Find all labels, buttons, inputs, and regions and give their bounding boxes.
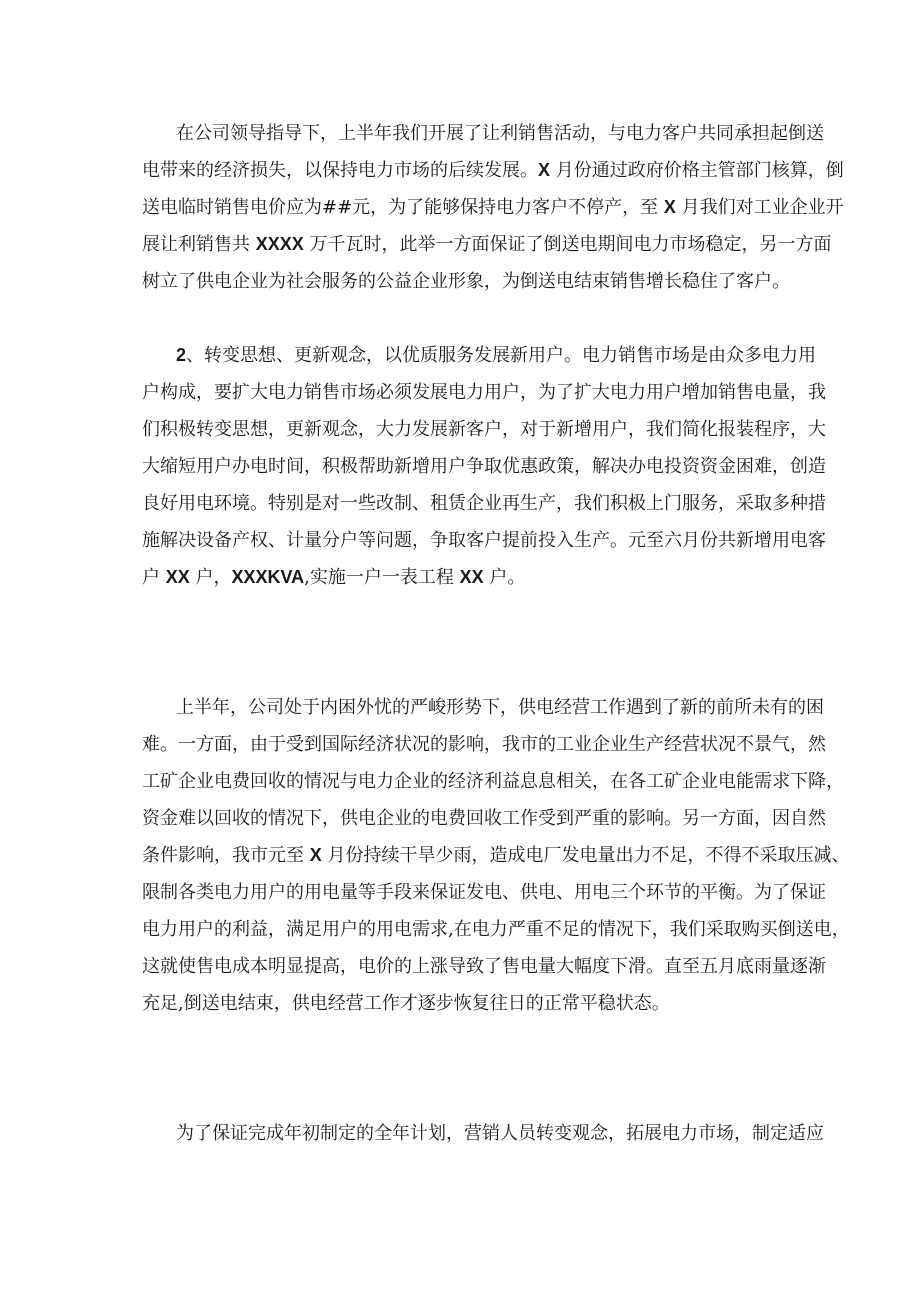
text-line: 户 XX 户，XXXKVA,实施一户一表工程 XX 户。 [142,567,526,588]
text-line: 这就使售电成本明显提高，电价的上涨导致了售电量大幅度下滑。直至五月底雨量逐渐 [142,956,826,977]
text-line: 难。一方面，由于受到国际经济状况的影响，我市的工业企业生产经营状况不景气，然 [142,734,826,755]
text-line: 上半年，公司处于内困外忧的严峻形势下，供电经营工作遇到了新的前所未有的困 [176,697,824,718]
text-line: 2、转变思想、更新观念，以优质服务发展新用户。电力销售市场是由众多电力用 [176,345,817,366]
text-line: 电力用户的利益，满足用户的用电需求,在电力严重不足的情况下，我们采取购买倒送电， [142,919,850,940]
text-line: 电带来的经济损失，以保持电力市场的后续发展。X 月份通过政府价格主管部门核算，倒 [142,160,844,181]
text-line: 大缩短用户办电时间，积极帮助新增用户争取优惠政策，解决办电投资资金困难，创造 [142,456,826,477]
text-line: 良好用电环境。特别是对一些改制、租赁企业再生产，我们积极上门服务，采取多种措 [142,493,826,514]
text-line: 送电临时销售电价应为##元，为了能够保持电力客户不停产，至 X 月我们对工业企业开 [142,197,844,218]
text-line: 资金难以回收的情况下，供电企业的电费回收工作受到严重的影响。另一方面，因自然 [142,808,826,829]
text-line: 施解决设备产权、计量分户等问题，争取客户提前投入生产。元至六月份共新增用电客 [142,530,826,551]
text-line: 充足,倒送电结束，供电经营工作才逐步恢复往日的正常平稳状态。 [142,993,670,1014]
text-line: 限制各类电力用户的用电量等手段来保证发电、供电、用电三个环节的平衡。为了保证 [142,882,826,903]
paragraph-new-users [142,337,826,596]
text-line: 树立了供电企业为社会服务的公益企业形象，为倒送电结束销售增长稳住了客户。 [142,271,790,292]
text-line: 在公司领导指导下，上半年我们开展了让利销售活动，与电力客户共同承担起倒送 [176,123,824,144]
paragraph-profit-sales [142,115,844,300]
text-line: 展让利销售共 XXXX 万千瓦时，此举一方面保证了倒送电期间电力市场稳定，另一方面 [142,234,832,255]
text-line: 户构成，要扩大电力销售市场必须发展电力用户，为了扩大电力用户增加销售电量，我 [142,382,826,403]
paragraph-first-half-situation [142,689,850,1022]
text-line: 为了保证完成年初制定的全年计划，营销人员转变观念，拓展电力市场，制定适应 [176,1123,824,1144]
paragraph-annual-plan [142,1115,824,1152]
text-line: 条件影响，我市元至 X 月份持续干旱少雨，造成电厂发电量出力不足，不得不采取压减、 [142,845,850,866]
text-line: 工矿企业电费回收的情况与电力企业的经济利益息息相关，在各工矿企业电能需求下降， [142,771,844,792]
text-line: 们积极转变思想，更新观念，大力发展新客户，对于新增用户，我们简化报装程序，大 [142,419,826,440]
